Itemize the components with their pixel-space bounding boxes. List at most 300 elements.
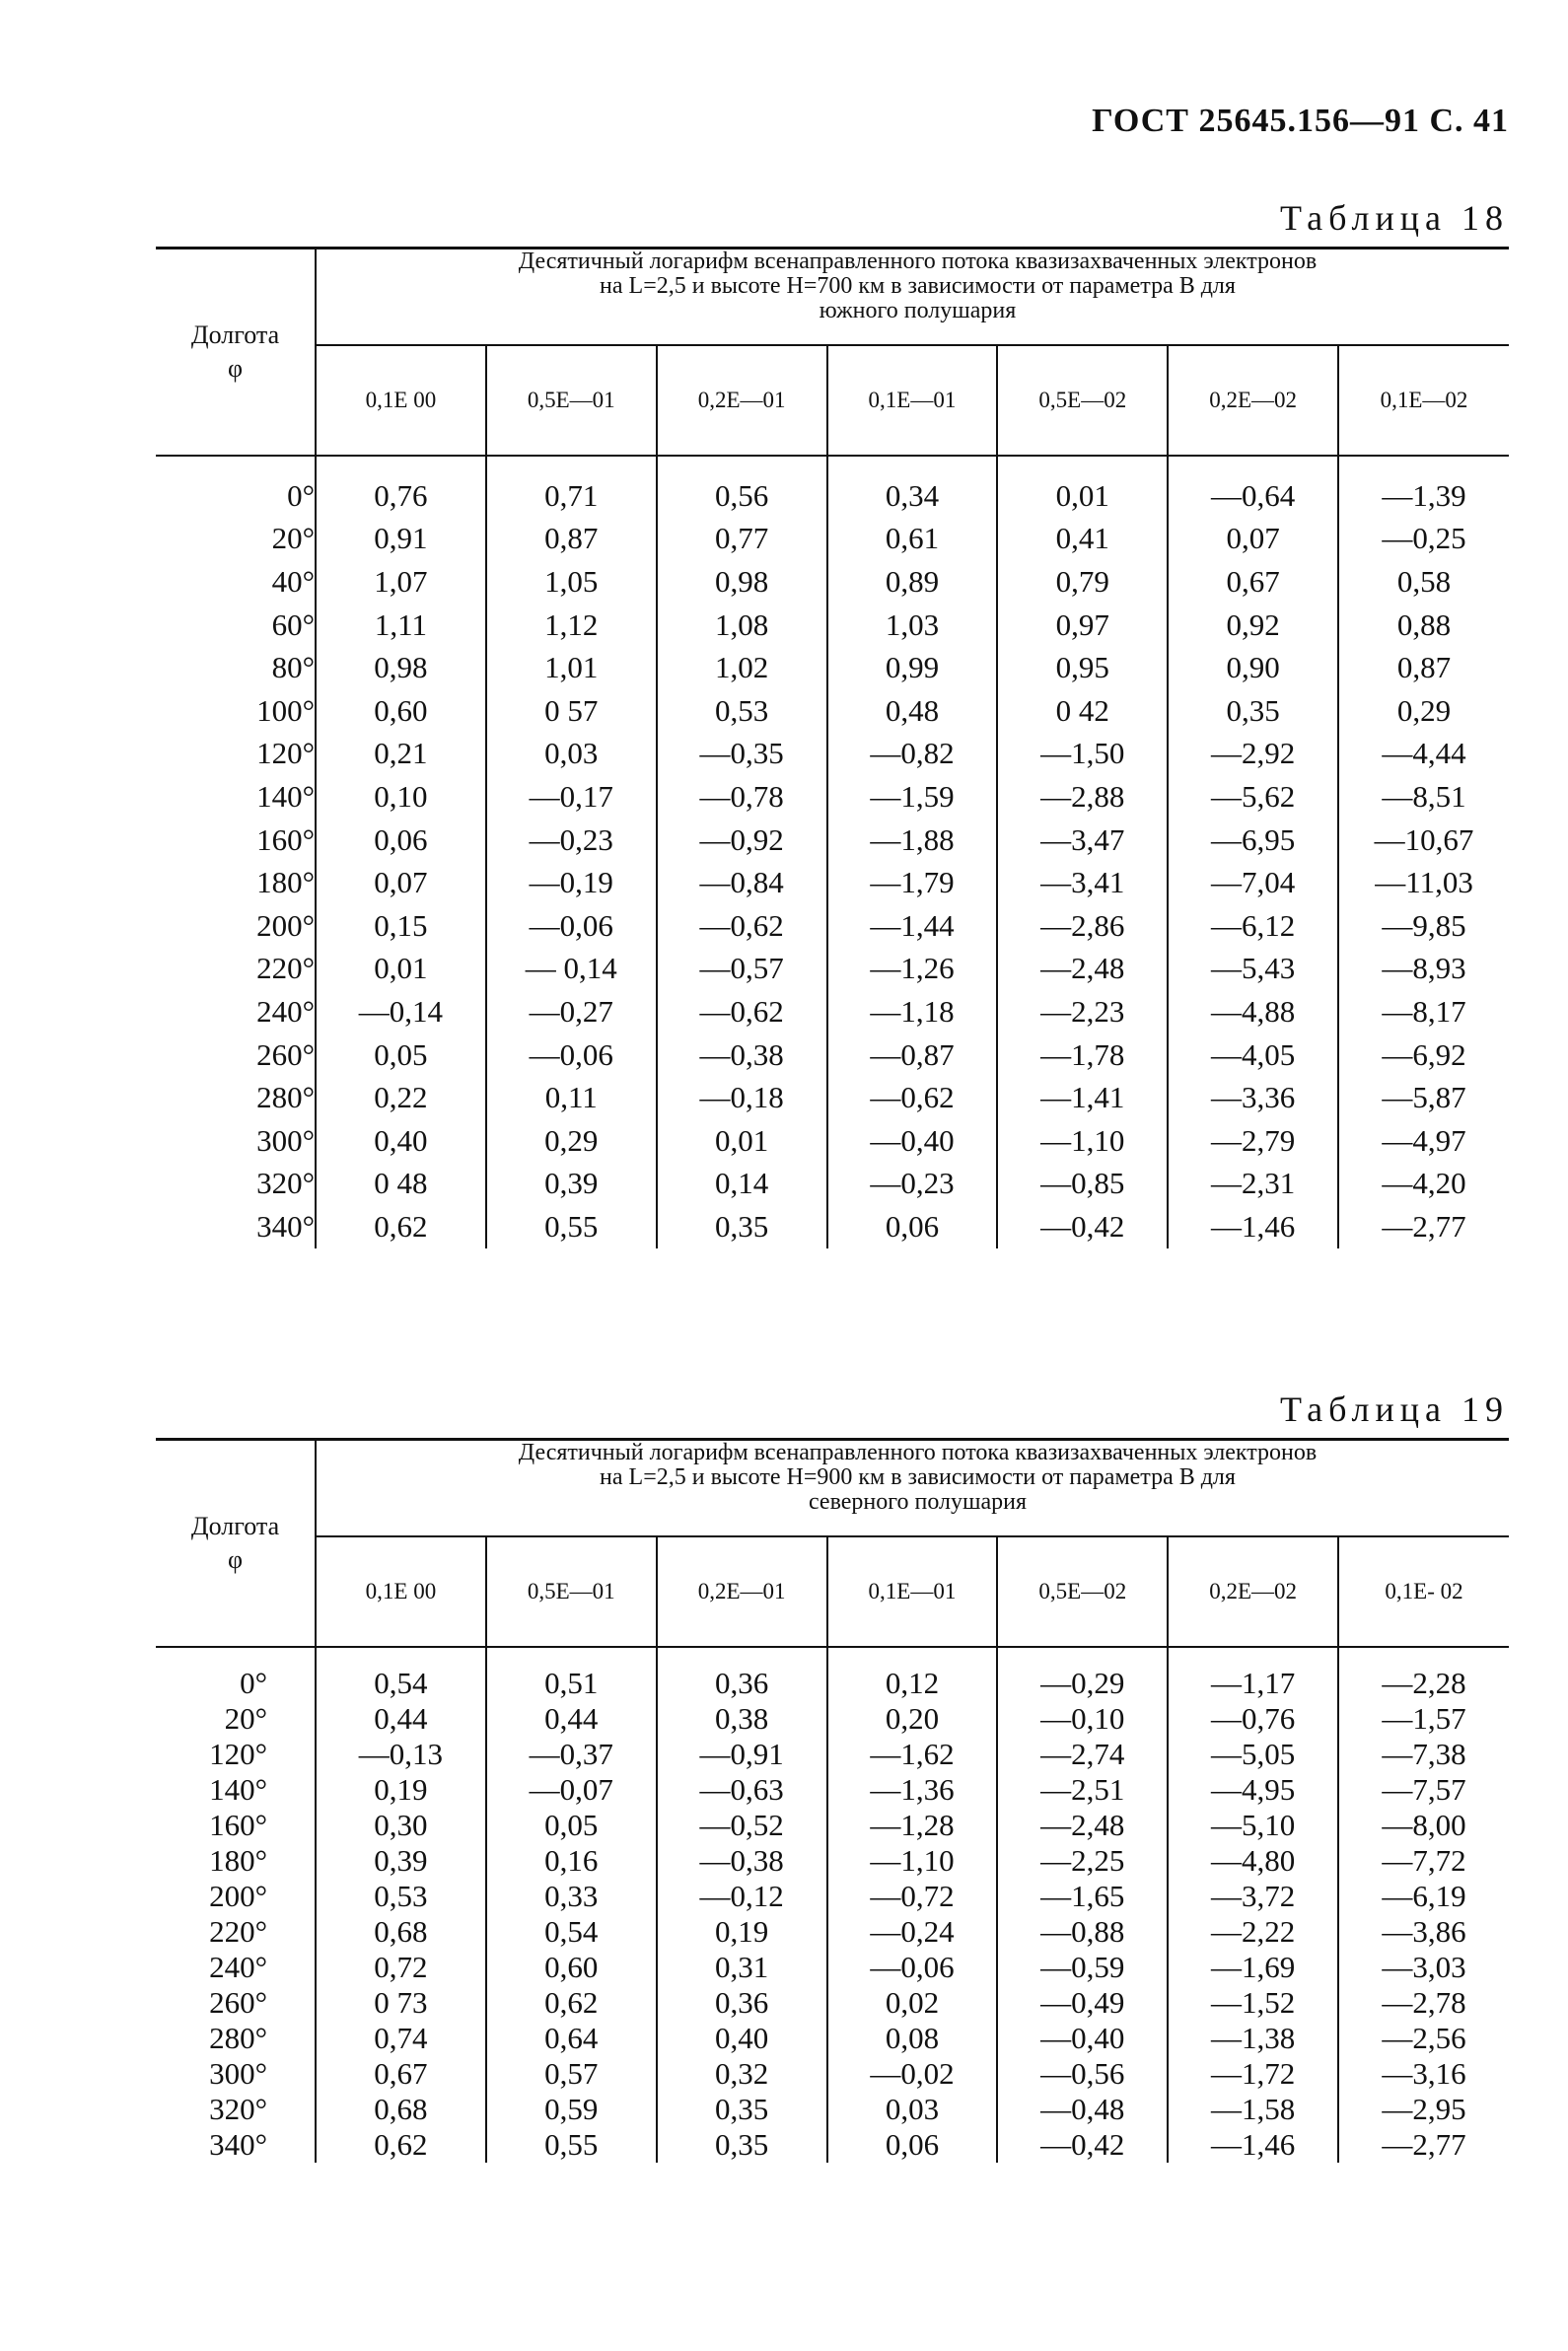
- longitude-cell: 280°: [156, 1076, 316, 1119]
- value-cell: —1,52: [1168, 1985, 1338, 2021]
- value-cell: —1,10: [997, 1119, 1168, 1163]
- value-cell: —0,37: [486, 1737, 657, 1772]
- longitude-cell: 320°: [156, 1163, 316, 1206]
- parameter-header: 0,2E—01: [657, 345, 827, 456]
- value-cell: 1,02: [657, 646, 827, 689]
- longitude-cell: 280°: [156, 2021, 316, 2056]
- caption-line: на L=2,5 и высоте H=900 км в зависимости от параметра B для: [600, 1464, 1236, 1491]
- table-18-block: [156, 197, 1509, 1248]
- value-cell: 0,62: [316, 2127, 486, 2163]
- value-cell: 0,06: [827, 1205, 998, 1248]
- value-cell: —2,48: [997, 948, 1168, 991]
- value-cell: —2,74: [997, 1737, 1168, 1772]
- longitude-cell: 200°: [156, 904, 316, 948]
- parameter-header-row: [156, 345, 1509, 456]
- value-cell: 0,44: [486, 1701, 657, 1737]
- value-cell: —0,62: [657, 904, 827, 948]
- longitude-cell: 300°: [156, 1119, 316, 1163]
- value-cell: 0,06: [316, 819, 486, 862]
- value-cell: 0,35: [657, 1205, 827, 1248]
- value-cell: —2,22: [1168, 1914, 1338, 1950]
- parameter-header: 0,2E—02: [1168, 1536, 1338, 1647]
- value-cell: —0,59: [997, 1950, 1168, 1985]
- value-cell: 0,72: [316, 1950, 486, 1985]
- value-cell: 0,39: [486, 1163, 657, 1206]
- value-cell: 1,08: [657, 604, 827, 647]
- value-cell: 0,34: [827, 474, 998, 518]
- value-cell: —0,18: [657, 1076, 827, 1119]
- parameter-header: 0,5E—02: [997, 345, 1168, 456]
- value-cell: —1,28: [827, 1808, 998, 1843]
- value-cell: —2,78: [1382, 1985, 1466, 2020]
- value-cell: 1,03: [827, 604, 998, 647]
- value-cell: 0,05: [316, 1033, 486, 1077]
- table-body: [156, 1647, 1509, 2163]
- value-cell: —0,72: [827, 1879, 998, 1914]
- value-cell: —2,86: [997, 904, 1168, 948]
- longitude-cell: 300°: [156, 2056, 316, 2092]
- value-cell: 0,74: [316, 2021, 486, 2056]
- spacer-cell: [486, 1647, 657, 1666]
- spacer-cell: [997, 1647, 1168, 1666]
- value-cell: 0,79: [997, 560, 1168, 604]
- value-cell: —0,85: [997, 1163, 1168, 1206]
- value-cell: —1,50: [997, 733, 1168, 776]
- parameter-header: 0,2E—02: [1168, 345, 1338, 456]
- value-cell: 0,36: [657, 1666, 827, 1701]
- table-row: [156, 1205, 1509, 1248]
- table-row: [156, 2056, 1509, 2092]
- longitude-header-label: Долгота: [190, 321, 280, 350]
- value-cell: —2,92: [1168, 733, 1338, 776]
- longitude-cell: 320°: [156, 2092, 316, 2127]
- value-cell: —0,49: [997, 1985, 1168, 2021]
- value-cell: —1,44: [827, 904, 998, 948]
- longitude-cell: 220°: [156, 948, 316, 991]
- longitude-cell: 160°: [156, 819, 316, 862]
- value-cell: 0,29: [486, 1119, 657, 1163]
- parameter-header: 0,5E—02: [997, 1536, 1168, 1647]
- value-cell: —7,57: [1382, 1772, 1466, 1807]
- value-cell: —4,05: [1168, 1033, 1338, 1077]
- value-cell: 0,15: [316, 904, 486, 948]
- value-cell: 0,40: [316, 1119, 486, 1163]
- value-cell: —1,10: [827, 1843, 998, 1879]
- value-cell: 0 57: [486, 689, 657, 733]
- table-caption: [316, 1440, 1509, 1537]
- table-row: [156, 2127, 1509, 2163]
- table-row: [156, 2021, 1509, 2056]
- caption-line: Десятичный логарифм всенаправленного потока квазизахваченных электронов: [518, 1440, 1318, 1465]
- longitude-cell: 340°: [156, 1205, 316, 1248]
- value-cell: —1,72: [1168, 2056, 1338, 2092]
- value-cell: — 0,14: [486, 948, 657, 991]
- value-cell: 0,19: [316, 1772, 486, 1808]
- spacer-cell: [1168, 456, 1338, 474]
- value-cell: 0,54: [486, 1914, 657, 1950]
- caption-line: на L=2,5 и высоте H=700 км в зависимости от параметра B для: [600, 273, 1236, 300]
- value-cell: —1,38: [1168, 2021, 1338, 2056]
- parameter-header: 0,1E—02: [1338, 345, 1509, 456]
- value-cell: —1,59: [827, 775, 998, 819]
- table-row: [156, 1701, 1509, 1737]
- value-cell: —5,05: [1168, 1737, 1338, 1772]
- value-cell: —3,16: [1382, 2056, 1466, 2091]
- value-cell: 0,05: [486, 1808, 657, 1843]
- table-row: [156, 1985, 1509, 2021]
- longitude-cell: 0°: [156, 1666, 316, 1701]
- value-cell: —1,18: [827, 990, 998, 1033]
- value-cell: 0,64: [486, 2021, 657, 2056]
- value-cell: —2,31: [1168, 1163, 1338, 1206]
- spacer-cell: [997, 456, 1168, 474]
- value-cell: —0,57: [657, 948, 827, 991]
- longitude-cell: 260°: [156, 1033, 316, 1077]
- value-cell: 0 48: [316, 1163, 486, 1206]
- value-cell: —2,79: [1168, 1119, 1338, 1163]
- value-cell: —7,04: [1168, 861, 1338, 904]
- value-cell: —0,19: [486, 861, 657, 904]
- table-row: [156, 1737, 1509, 1772]
- value-cell: —2,77: [1382, 2127, 1466, 2162]
- value-cell: —3,36: [1168, 1076, 1338, 1119]
- value-cell: 0,11: [486, 1076, 657, 1119]
- value-cell: 1,07: [316, 560, 486, 604]
- table-row: [156, 1843, 1509, 1879]
- value-cell: —1,88: [827, 819, 998, 862]
- value-cell: 0,36: [657, 1985, 827, 2021]
- longitude-cell: 80°: [156, 646, 316, 689]
- table-row: [156, 2092, 1509, 2127]
- value-cell: —0,35: [657, 733, 827, 776]
- longitude-cell: 60°: [156, 604, 316, 647]
- value-cell: —0,52: [657, 1808, 827, 1843]
- value-cell: 0,68: [316, 2092, 486, 2127]
- value-cell: —0,24: [827, 1914, 998, 1950]
- spacer-cell: [657, 1647, 827, 1666]
- value-cell: 1,05: [486, 560, 657, 604]
- table-row: [156, 1076, 1509, 1119]
- value-cell: —0,62: [657, 990, 827, 1033]
- value-cell: 0,39: [316, 1843, 486, 1879]
- longitude-header-label: Долгота: [190, 1512, 280, 1541]
- value-cell: —1,58: [1168, 2092, 1338, 2127]
- value-cell: —4,95: [1168, 1772, 1338, 1808]
- value-cell: —2,23: [997, 990, 1168, 1033]
- longitude-cell: 160°: [156, 1808, 316, 1843]
- value-cell: —2,77: [1382, 1208, 1466, 1244]
- parameter-header: 0,2E—01: [657, 1536, 827, 1647]
- value-cell: —0,40: [827, 1119, 998, 1163]
- value-cell: —0,23: [827, 1163, 998, 1206]
- value-cell: —9,85: [1382, 907, 1466, 943]
- value-cell: 0,56: [657, 474, 827, 518]
- value-cell: —0,02: [827, 2056, 998, 2092]
- longitude-cell: 120°: [156, 1737, 316, 1772]
- value-cell: 0,22: [316, 1076, 486, 1119]
- value-cell: —1,26: [827, 948, 998, 991]
- value-cell: 0 73: [316, 1985, 486, 2021]
- value-cell: —0,87: [827, 1033, 998, 1077]
- value-cell: 0,53: [657, 689, 827, 733]
- value-cell: —0,13: [316, 1737, 486, 1772]
- value-cell: 0,29: [1396, 692, 1452, 728]
- table-row: [156, 775, 1509, 819]
- longitude-header: [156, 1440, 316, 1648]
- value-cell: —1,69: [1168, 1950, 1338, 1985]
- value-cell: 0,76: [316, 474, 486, 518]
- value-cell: 0,98: [657, 560, 827, 604]
- value-cell: —1,41: [997, 1076, 1168, 1119]
- data-table-19: [156, 1438, 1509, 2163]
- value-cell: 0,97: [997, 604, 1168, 647]
- table-row: [156, 1163, 1509, 1206]
- value-cell: —0,88: [997, 1914, 1168, 1950]
- value-cell: —1,39: [1382, 477, 1466, 513]
- table-row: [156, 948, 1509, 991]
- caption-line: южного полушария: [819, 298, 1017, 324]
- longitude-cell: 260°: [156, 1985, 316, 2021]
- value-cell: 0,92: [1168, 604, 1338, 647]
- value-cell: —4,20: [1382, 1166, 1466, 1201]
- spacer-cell: [827, 1647, 998, 1666]
- value-cell: —11,03: [1375, 865, 1473, 900]
- table-row: [156, 604, 1509, 647]
- value-cell: —3,03: [1382, 1950, 1466, 1984]
- value-cell: 0,98: [316, 646, 486, 689]
- parameter-header-row: [156, 1536, 1509, 1647]
- longitude-header: [156, 249, 316, 457]
- value-cell: —0,64: [1168, 474, 1338, 518]
- longitude-cell: 140°: [156, 1772, 316, 1808]
- table-row: [156, 646, 1509, 689]
- table-row: [156, 861, 1509, 904]
- value-cell: 0,30: [316, 1808, 486, 1843]
- value-cell: 0,38: [657, 1701, 827, 1737]
- value-cell: —0,63: [657, 1772, 827, 1808]
- value-cell: —6,92: [1382, 1036, 1466, 1072]
- value-cell: —8,00: [1382, 1808, 1466, 1842]
- table-row: [156, 1879, 1509, 1914]
- value-cell: —0,78: [657, 775, 827, 819]
- longitude-header-symbol: φ: [227, 1545, 243, 1574]
- value-cell: —6,12: [1168, 904, 1338, 948]
- spacer-cell: [1338, 456, 1509, 474]
- table-row: [156, 819, 1509, 862]
- parameter-header: 0,1E 00: [316, 1536, 486, 1647]
- longitude-cell: 0°: [156, 474, 316, 518]
- value-cell: —3,47: [997, 819, 1168, 862]
- value-cell: 0,91: [316, 518, 486, 561]
- value-cell: 0,01: [657, 1119, 827, 1163]
- value-cell: 0,10: [316, 775, 486, 819]
- value-cell: —2,51: [997, 1772, 1168, 1808]
- value-cell: —0,82: [827, 733, 998, 776]
- value-cell: 0,60: [486, 1950, 657, 1985]
- value-cell: 0,31: [657, 1950, 827, 1985]
- parameter-header: 0,1E—01: [827, 345, 998, 456]
- value-cell: 0,58: [1396, 563, 1452, 599]
- value-cell: —7,38: [1382, 1737, 1466, 1771]
- value-cell: —0,56: [997, 2056, 1168, 2092]
- table-row: [156, 1914, 1509, 1950]
- table-row: [156, 990, 1509, 1033]
- value-cell: —0,29: [997, 1666, 1168, 1701]
- value-cell: 0,33: [486, 1879, 657, 1914]
- value-cell: —5,10: [1168, 1808, 1338, 1843]
- parameter-header: 0,5E—01: [486, 345, 657, 456]
- value-cell: 0,99: [827, 646, 998, 689]
- spacer-cell: [316, 456, 486, 474]
- longitude-cell: 100°: [156, 689, 316, 733]
- value-cell: —4,80: [1168, 1843, 1338, 1879]
- value-cell: 0,48: [827, 689, 998, 733]
- parameter-header: 0,5E—01: [486, 1536, 657, 1647]
- table-row: [156, 560, 1509, 604]
- value-cell: 0,54: [316, 1666, 486, 1701]
- value-cell: 0,02: [827, 1985, 998, 2021]
- table-row: [156, 1119, 1509, 1163]
- table-row: [156, 733, 1509, 776]
- value-cell: 0,16: [486, 1843, 657, 1879]
- value-cell: —0,06: [486, 1033, 657, 1077]
- value-cell: 0,14: [657, 1163, 827, 1206]
- parameter-header: 0,1E—01: [827, 1536, 998, 1647]
- value-cell: 0,87: [1396, 650, 1452, 685]
- spacer-cell: [1338, 1647, 1509, 1666]
- table-row: [156, 1950, 1509, 1985]
- parameter-header: 0,1E- 02: [1338, 1536, 1509, 1647]
- value-cell: 0,07: [316, 861, 486, 904]
- value-cell: 0,21: [316, 733, 486, 776]
- table-row: [156, 518, 1509, 561]
- value-cell: —1,46: [1168, 1205, 1338, 1248]
- value-cell: —1,62: [827, 1737, 998, 1772]
- value-cell: —2,28: [1382, 1666, 1466, 1700]
- data-table-18: [156, 247, 1509, 1248]
- value-cell: 0,40: [657, 2021, 827, 2056]
- value-cell: —8,17: [1382, 993, 1466, 1029]
- value-cell: —2,56: [1382, 2021, 1466, 2055]
- value-cell: —2,25: [997, 1843, 1168, 1879]
- value-cell: 0,08: [827, 2021, 998, 2056]
- value-cell: —1,79: [827, 861, 998, 904]
- value-cell: —10,67: [1374, 821, 1474, 857]
- value-cell: —0,10: [997, 1701, 1168, 1737]
- value-cell: 0,95: [997, 646, 1168, 689]
- value-cell: —0,42: [997, 2127, 1168, 2163]
- value-cell: 0 42: [997, 689, 1168, 733]
- value-cell: 0,55: [486, 1205, 657, 1248]
- value-cell: —0,84: [657, 861, 827, 904]
- value-cell: —0,38: [657, 1843, 827, 1879]
- value-cell: 0,51: [486, 1666, 657, 1701]
- value-cell: —3,41: [997, 861, 1168, 904]
- value-cell: —0,23: [486, 819, 657, 862]
- value-cell: —1,57: [1382, 1701, 1466, 1736]
- value-cell: 0,67: [1168, 560, 1338, 604]
- value-cell: —1,78: [997, 1033, 1168, 1077]
- longitude-cell: 20°: [156, 518, 316, 561]
- value-cell: —5,43: [1168, 948, 1338, 991]
- longitude-cell: 40°: [156, 560, 316, 604]
- longitude-cell: 240°: [156, 1950, 316, 1985]
- value-cell: —4,88: [1168, 990, 1338, 1033]
- value-cell: 0,61: [827, 518, 998, 561]
- longitude-cell: 220°: [156, 1914, 316, 1950]
- value-cell: —0,17: [486, 775, 657, 819]
- spacer-cell: [156, 456, 316, 474]
- table-row: [156, 1666, 1509, 1701]
- value-cell: —8,51: [1382, 778, 1466, 814]
- value-cell: —1,65: [997, 1879, 1168, 1914]
- value-cell: 0,35: [657, 2092, 827, 2127]
- value-cell: —5,62: [1168, 775, 1338, 819]
- table-label: Таблица 19: [1280, 1389, 1509, 1429]
- value-cell: 0,01: [316, 948, 486, 991]
- value-cell: 0,32: [657, 2056, 827, 2092]
- value-cell: —6,95: [1168, 819, 1338, 862]
- value-cell: —2,95: [1382, 2092, 1466, 2126]
- value-cell: 0,89: [827, 560, 998, 604]
- value-cell: —1,17: [1168, 1666, 1338, 1701]
- value-cell: 0,12: [827, 1666, 998, 1701]
- longitude-cell: 140°: [156, 775, 316, 819]
- longitude-cell: 340°: [156, 2127, 316, 2163]
- table-row: [156, 1033, 1509, 1077]
- value-cell: 0,77: [657, 518, 827, 561]
- value-cell: —0,07: [486, 1772, 657, 1808]
- spacer-cell: [486, 456, 657, 474]
- value-cell: —0,14: [316, 990, 486, 1033]
- value-cell: 0,03: [827, 2092, 998, 2127]
- value-cell: 0,68: [316, 1914, 486, 1950]
- value-cell: —0,91: [657, 1737, 827, 1772]
- value-cell: 0,57: [486, 2056, 657, 2092]
- value-cell: —0,40: [997, 2021, 1168, 2056]
- table-row: [156, 1808, 1509, 1843]
- longitude-cell: 180°: [156, 1843, 316, 1879]
- caption-line: Десятичный логарифм всенаправленного потока квазизахваченных электронов: [518, 249, 1318, 274]
- value-cell: 0,71: [486, 474, 657, 518]
- value-cell: 0,41: [997, 518, 1168, 561]
- value-cell: 0,03: [486, 733, 657, 776]
- table-label: Таблица 18: [1280, 198, 1509, 238]
- value-cell: —3,86: [1382, 1914, 1466, 1949]
- spacer-cell: [156, 1647, 316, 1666]
- value-cell: 0,06: [827, 2127, 998, 2163]
- value-cell: —6,19: [1382, 1879, 1466, 1913]
- value-cell: 0,62: [316, 1205, 486, 1248]
- table-row: [156, 904, 1509, 948]
- parameter-header: 0,1E 00: [316, 345, 486, 456]
- value-cell: 1,11: [316, 604, 486, 647]
- value-cell: 0,90: [1168, 646, 1338, 689]
- value-cell: 0,07: [1168, 518, 1338, 561]
- caption-line: северного полушария: [808, 1489, 1028, 1516]
- value-cell: —0,76: [1168, 1701, 1338, 1737]
- value-cell: —4,44: [1382, 736, 1466, 771]
- table-body: [156, 456, 1509, 1248]
- value-cell: 0,88: [1396, 606, 1452, 642]
- value-cell: —0,27: [486, 990, 657, 1033]
- value-cell: 0,01: [997, 474, 1168, 518]
- value-cell: 1,01: [486, 646, 657, 689]
- spacer-cell: [827, 456, 998, 474]
- table-row: [156, 689, 1509, 733]
- table-row: [156, 1772, 1509, 1808]
- longitude-header-symbol: φ: [227, 354, 243, 383]
